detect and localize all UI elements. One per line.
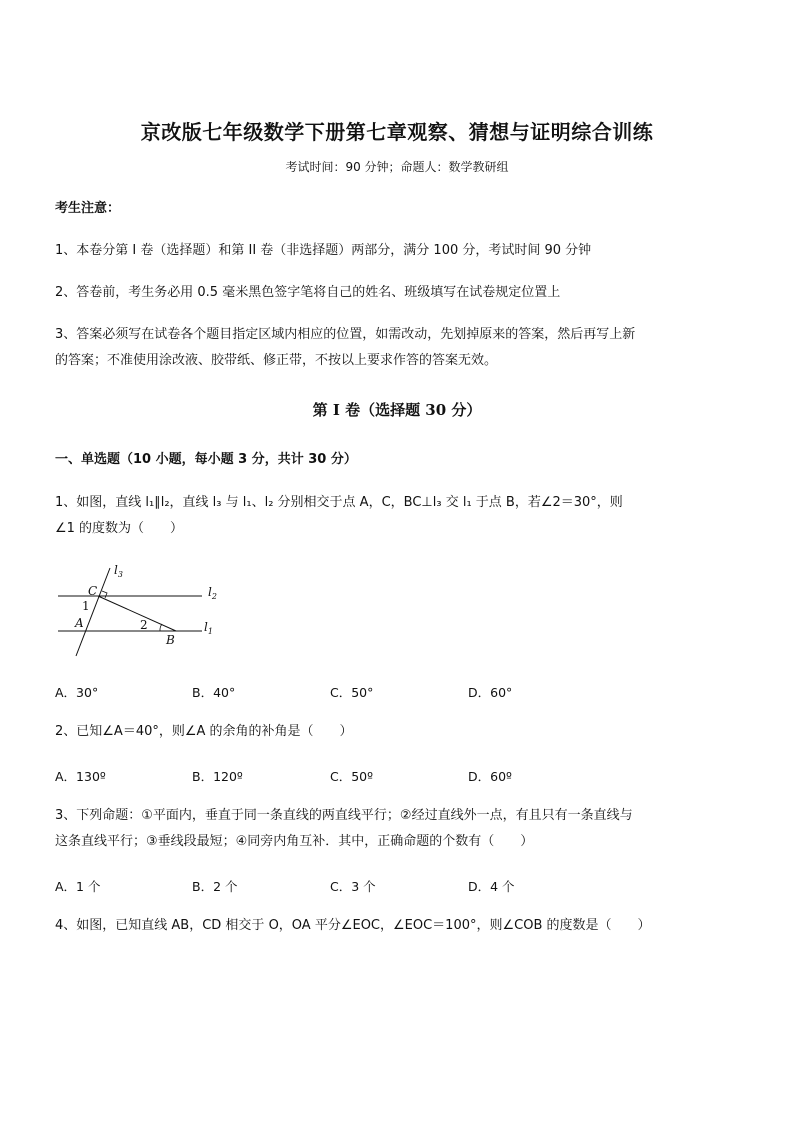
page-title: 京改版七年级数学下册第七章观察、猜想与证明综合训练 [140, 120, 654, 144]
segment-bc [98, 596, 176, 631]
right-angle-mark [102, 591, 107, 598]
label-l3: $l_3$ [114, 563, 123, 579]
q2-option-d[interactable]: D．60º [468, 769, 512, 784]
notice-item-2: 2、答卷前，考生务必用 0.5 毫米黑色签字笔将自己的姓名、班级填写在试卷规定位置上 [55, 285, 561, 300]
q2-option-c[interactable]: C．50º [330, 769, 374, 784]
label-l2: $l_2$ [208, 585, 217, 601]
question-1-figure [50, 560, 230, 660]
notice-item-3-cont: 的答案；不准使用涂改液、胶带纸、修正带，不按以上要求作答的答案无效。 [55, 353, 498, 368]
q1-option-d[interactable]: D．60° [468, 685, 513, 700]
question-4-text: 4、如图，已知直线 AB，CD 相交于 O，OA 平分∠EOC，∠EOC＝100°，则∠COB 的度数是（ ） [55, 918, 651, 933]
q1-option-a[interactable]: A．30° [55, 685, 99, 700]
question-3-text: 3、下列命题：①平面内，垂直于同一条直线的两直线平行；②经过直线外一点，有且只有一条直线与 [55, 808, 633, 823]
label-point-a: A [75, 616, 84, 630]
question-1-text-cont: ∠1 的度数为（ ） [55, 521, 184, 536]
question-1-text: 1、如图，直线 l₁∥l₂，直线 l₃ 与 l₁、l₂ 分别相交于点 A，C，BC⊥l₃ 交 l₁ 于点 B，若∠2＝30°，则 [55, 495, 623, 510]
q2-option-a[interactable]: A．130º [55, 769, 106, 784]
q3-option-b[interactable]: B．2 个 [192, 879, 238, 894]
label-angle-2: 2 [140, 618, 148, 632]
q1-option-b[interactable]: B．40° [192, 685, 236, 700]
label-point-c: C [88, 584, 98, 598]
part-heading: 第 I 卷（选择题 30 分） [312, 401, 482, 419]
angle-2-arc [160, 624, 162, 631]
q3-option-c[interactable]: C．3 个 [330, 879, 376, 894]
question-3-text-cont: 这条直线平行；③垂线段最短；④同旁内角互补．其中，正确命题的个数有（ ） [55, 834, 534, 849]
notice-heading: 考生注意： [55, 201, 121, 216]
label-point-b: B [166, 633, 175, 647]
label-angle-1: 1 [82, 599, 90, 613]
notice-item-1: 1、本卷分第 I 卷（选择题）和第 II 卷（非选择题）两部分，满分 100 分，考试时间 90 分钟 [55, 243, 592, 258]
page-subtitle: 考试时间：90 分钟；命题人：数学教研组 [285, 160, 509, 174]
q3-option-a[interactable]: A．1 个 [55, 879, 101, 894]
section-heading: 一、单选题（10 小题，每小题 3 分，共计 30 分） [55, 452, 357, 467]
q2-option-b[interactable]: B．120º [192, 769, 243, 784]
q1-option-c[interactable]: C．50° [330, 685, 374, 700]
question-2-text: 2、已知∠A＝40°，则∠A 的余角的补角是（ ） [55, 724, 353, 739]
label-l1: $l_1$ [204, 620, 213, 636]
q3-option-d[interactable]: D．4 个 [468, 879, 515, 894]
notice-item-3: 3、答案必须写在试卷各个题目指定区域内相应的位置，如需改动，先划掉原来的答案，然后再写上新 [55, 327, 636, 342]
